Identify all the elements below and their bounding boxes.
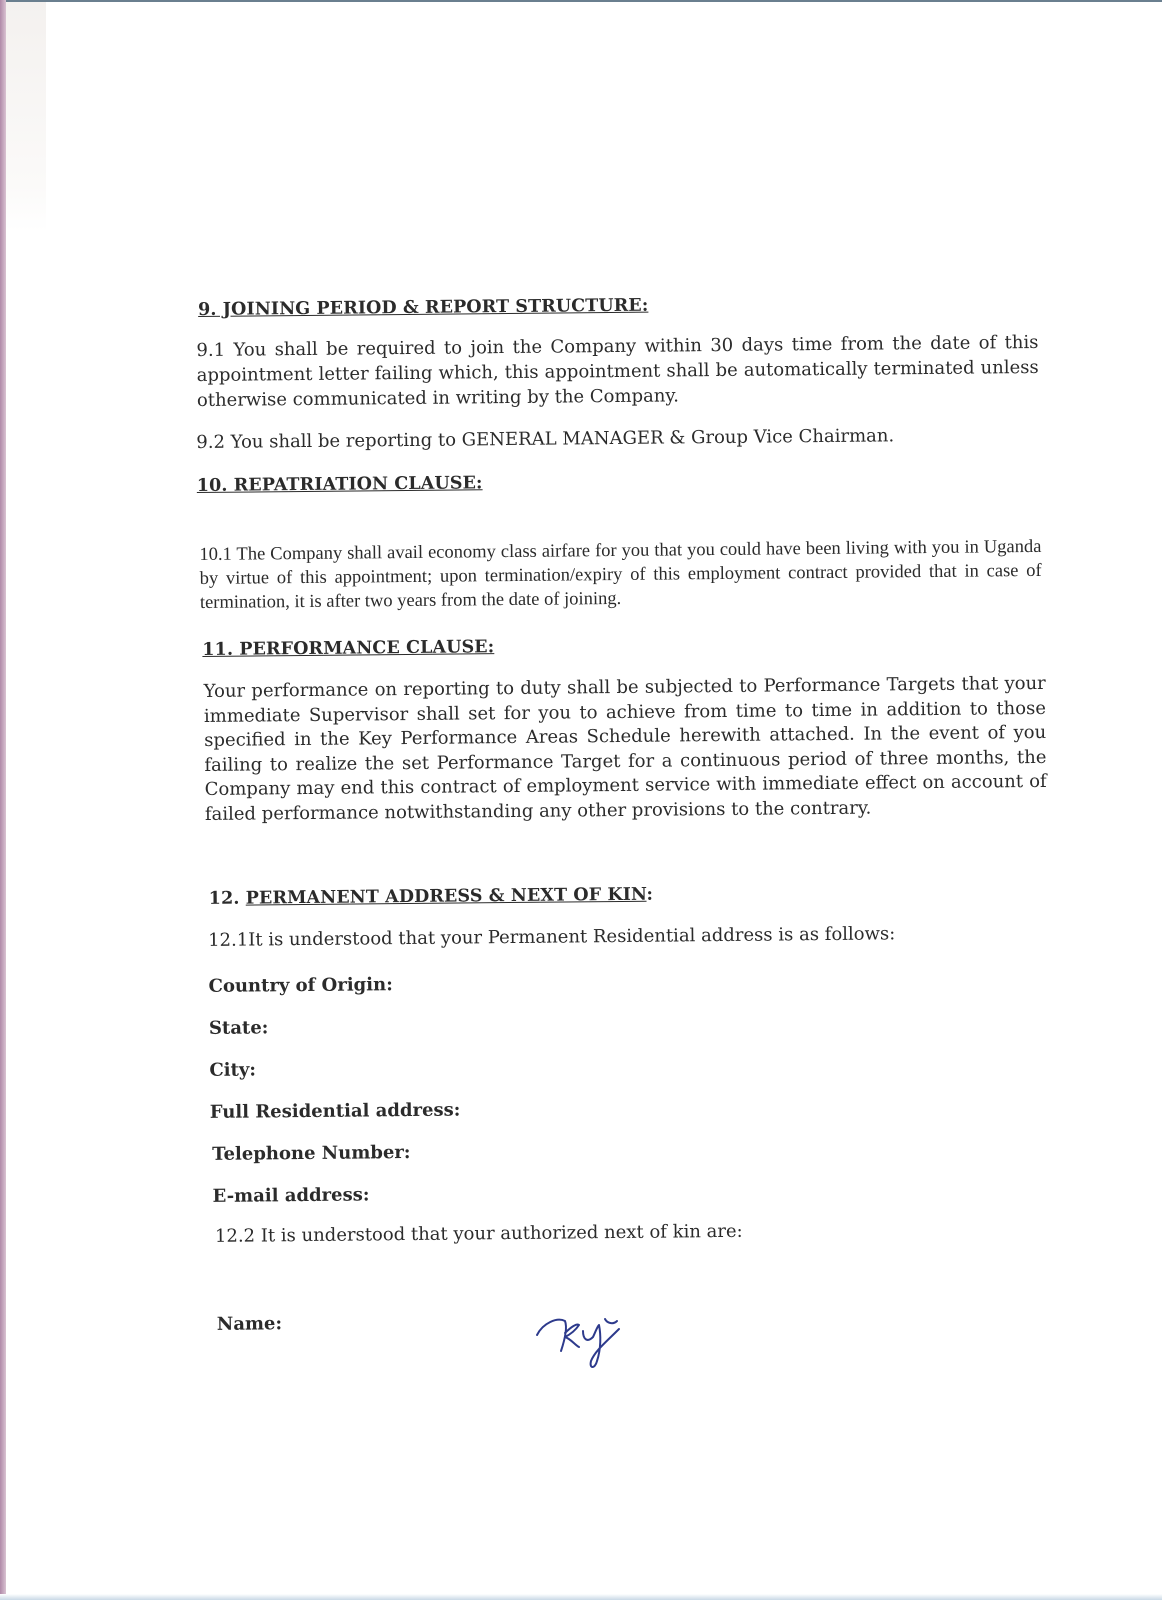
section-12-number: 12.	[208, 888, 246, 909]
section-11-text: Your performance on reporting to duty shall be subjected to Performance Targets that your immediate Supervisor shall set for you to achieve from time to time in addition to those specified in the Key Performance Areas Schedule herewith attached. In the event of you failing to realize the set Performance Target for a continuous period of three months, the Company may end this contract of employment service with immediate effect on account of failed performance notwithstanding any other provisions to the contrary.	[203, 672, 1047, 825]
section-12-title: PERMANENT ADDRESS & NEXT OF KIN	[245, 884, 647, 909]
section-11-heading: 11. PERFORMANCE CLAUSE:	[202, 637, 495, 660]
handwritten-signature	[535, 1305, 630, 1375]
scan-left-edge	[0, 0, 6, 1600]
name-label: Name:	[216, 1313, 283, 1335]
scan-top-edge	[0, 0, 1162, 2]
country-of-origin-label: Country of Origin:	[208, 974, 393, 997]
section-12-heading	[209, 885, 653, 909]
telephone-number-label: Telephone Number:	[212, 1141, 411, 1165]
email-address-label: E-mail address:	[212, 1184, 370, 1207]
scan-corner-shade	[6, 2, 46, 232]
section-12-1-text: 12.1It is understood that your Permanent Residential address is as follows:	[208, 923, 896, 951]
city-label: City:	[209, 1059, 257, 1081]
full-residential-address-label: Full Residential address:	[209, 1099, 461, 1123]
state-label: State:	[208, 1017, 269, 1039]
scan-bottom-edge	[0, 1594, 1162, 1600]
document-page	[196, 292, 1048, 1335]
section-9-1-text: 9.1 You shall be required to join the Company within 30 days time from the date of this appointment letter failing which, this appointment shall be automatically terminated unless otherwise communicated in writing by the Company.	[196, 331, 1039, 412]
section-12-2-text: 12.2 It is understood that your authorized next of kin are:	[214, 1220, 743, 1247]
section-10-heading: 10. REPATRIATION CLAUSE:	[196, 473, 483, 497]
section-10-1-text: 10.1 The Company shall avail economy class airfare for you that you could have been living with you in Uganda by virtue of this appointment; upon termination/expiry of this employment contract provided that in case of termination, it is after two years from the date of joining.	[199, 536, 1042, 613]
section-9-2-text: 9.2 You shall be reporting to GENERAL MANAGER & Group Vice Chairman.	[196, 425, 895, 454]
section-12-colon: :	[646, 884, 654, 905]
section-9-heading: 9. JOINING PERIOD & REPORT STRUCTURE:	[198, 295, 649, 320]
